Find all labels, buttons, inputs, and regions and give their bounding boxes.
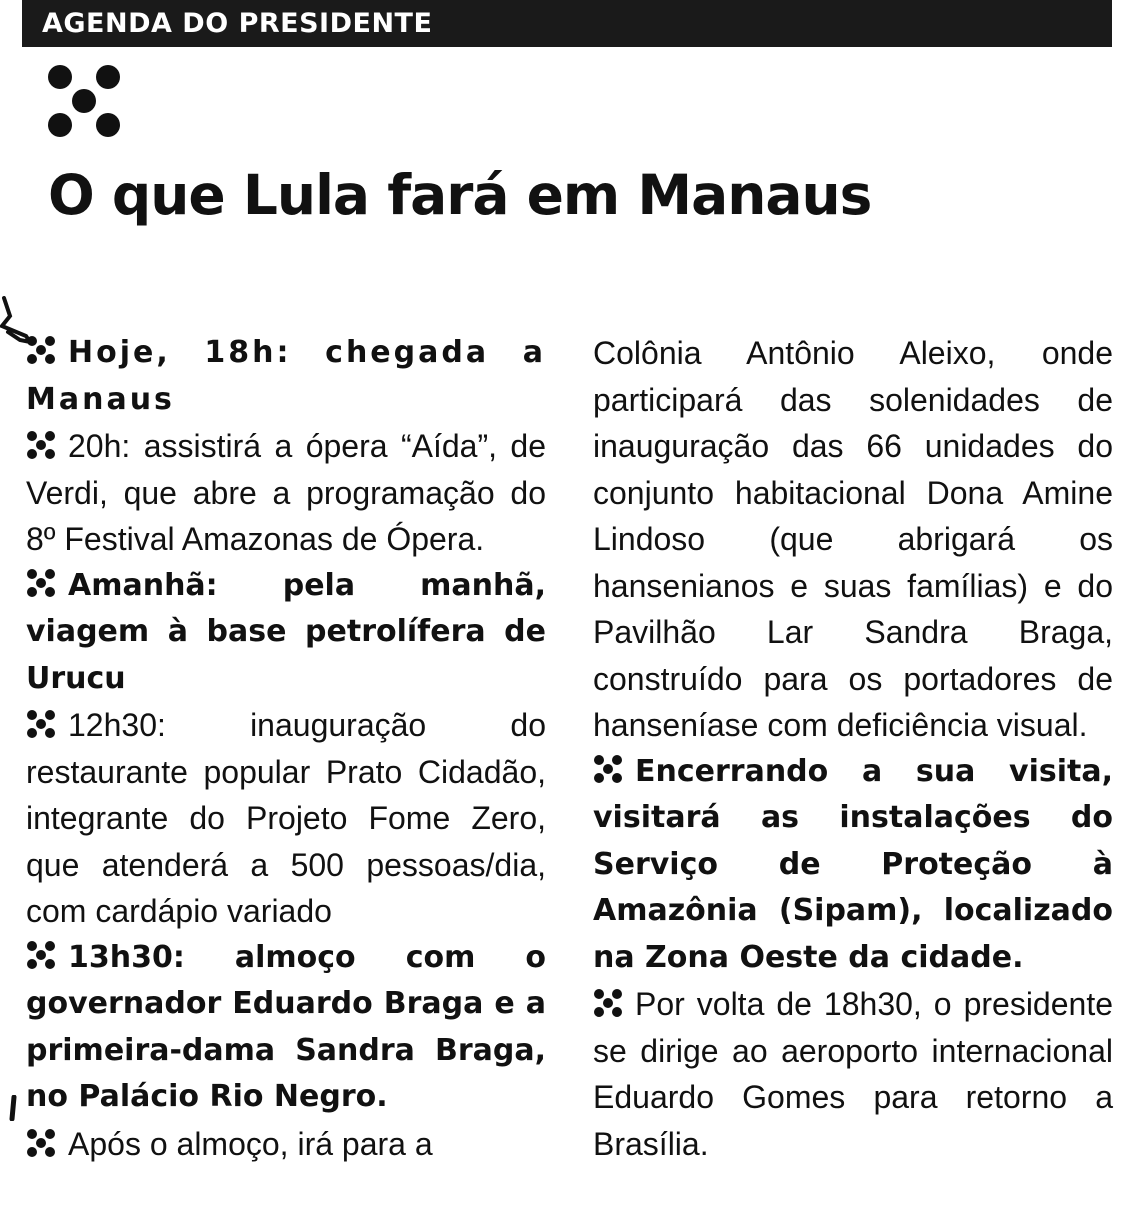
agenda-entry-continuation	[593, 330, 1113, 749]
five-dot-bullet-icon	[26, 430, 56, 460]
agenda-entry	[26, 330, 546, 423]
agenda-entry	[26, 1121, 546, 1168]
agenda-entry-text: Hoje, 18h: chegada a Manaus	[26, 335, 546, 417]
pen-tick-mark-icon	[8, 1095, 18, 1121]
agenda-entry-text: Encerrando a sua visita, visitará as instalações do Serviço de Proteção à Amazônia (Sipam), localizado na Zona Oeste da cidade.	[593, 753, 1113, 975]
five-dot-bullet-icon	[26, 568, 56, 598]
agenda-entry	[26, 563, 546, 703]
section-label: AGENDA DO PRESIDENTE	[42, 8, 433, 39]
agenda-entry	[593, 981, 1113, 1167]
agenda-entry-text: 13h30: almoço com o governador Eduardo Braga e a primeira-dama Sandra Braga, no Palácio Rio Negro.	[26, 939, 546, 1114]
five-dot-logo-icon	[46, 64, 122, 138]
agenda-entry	[26, 935, 546, 1121]
section-header-bar	[22, 0, 1112, 47]
agenda-entry-text: Por volta de 18h30, o presidente se dirige ao aeroporto internacional Eduardo Gomes para retorno a Brasília.	[593, 986, 1113, 1162]
agenda-entry-text: Colônia Antônio Aleixo, onde participará das solenidades de inauguração das 66 unidades do conjunto habitacional Dona Amine Lindoso (que abrigará os hansenianos e suas famílias) e do Pavilhão Lar Sandra Braga, construído para os portadores de hanseníase com deficiência visual.	[593, 335, 1113, 743]
five-dot-bullet-icon	[593, 988, 623, 1018]
agenda-entry-text: Após o almoço, irá para a	[68, 1125, 433, 1162]
five-dot-bullet-icon	[26, 1128, 56, 1158]
agenda-entry-text: 12h30: inauguração do restaurante popular Prato Cidadão, integrante do Projeto Fome Zero, que atenderá a 500 pessoas/dia, com cardápio variado	[26, 707, 546, 929]
five-dot-bullet-icon	[26, 709, 56, 739]
headline: O que Lula fará em Manaus	[48, 163, 872, 227]
agenda-entry	[26, 702, 546, 935]
agenda-entry	[26, 423, 546, 563]
agenda-entry-text: 20h: assistirá a ópera “Aída”, de Verdi, que abre a programação do 8º Festival Amazonas de Ópera.	[26, 428, 546, 557]
five-dot-bullet-icon	[593, 754, 623, 784]
five-dot-bullet-icon	[26, 335, 56, 365]
left-column	[26, 330, 546, 1167]
five-dot-bullet-icon	[26, 940, 56, 970]
agenda-entry	[593, 749, 1113, 982]
right-column	[593, 330, 1113, 1167]
agenda-entry-text: Amanhã: pela manhã, viagem à base petrolífera de Urucu	[26, 567, 546, 696]
